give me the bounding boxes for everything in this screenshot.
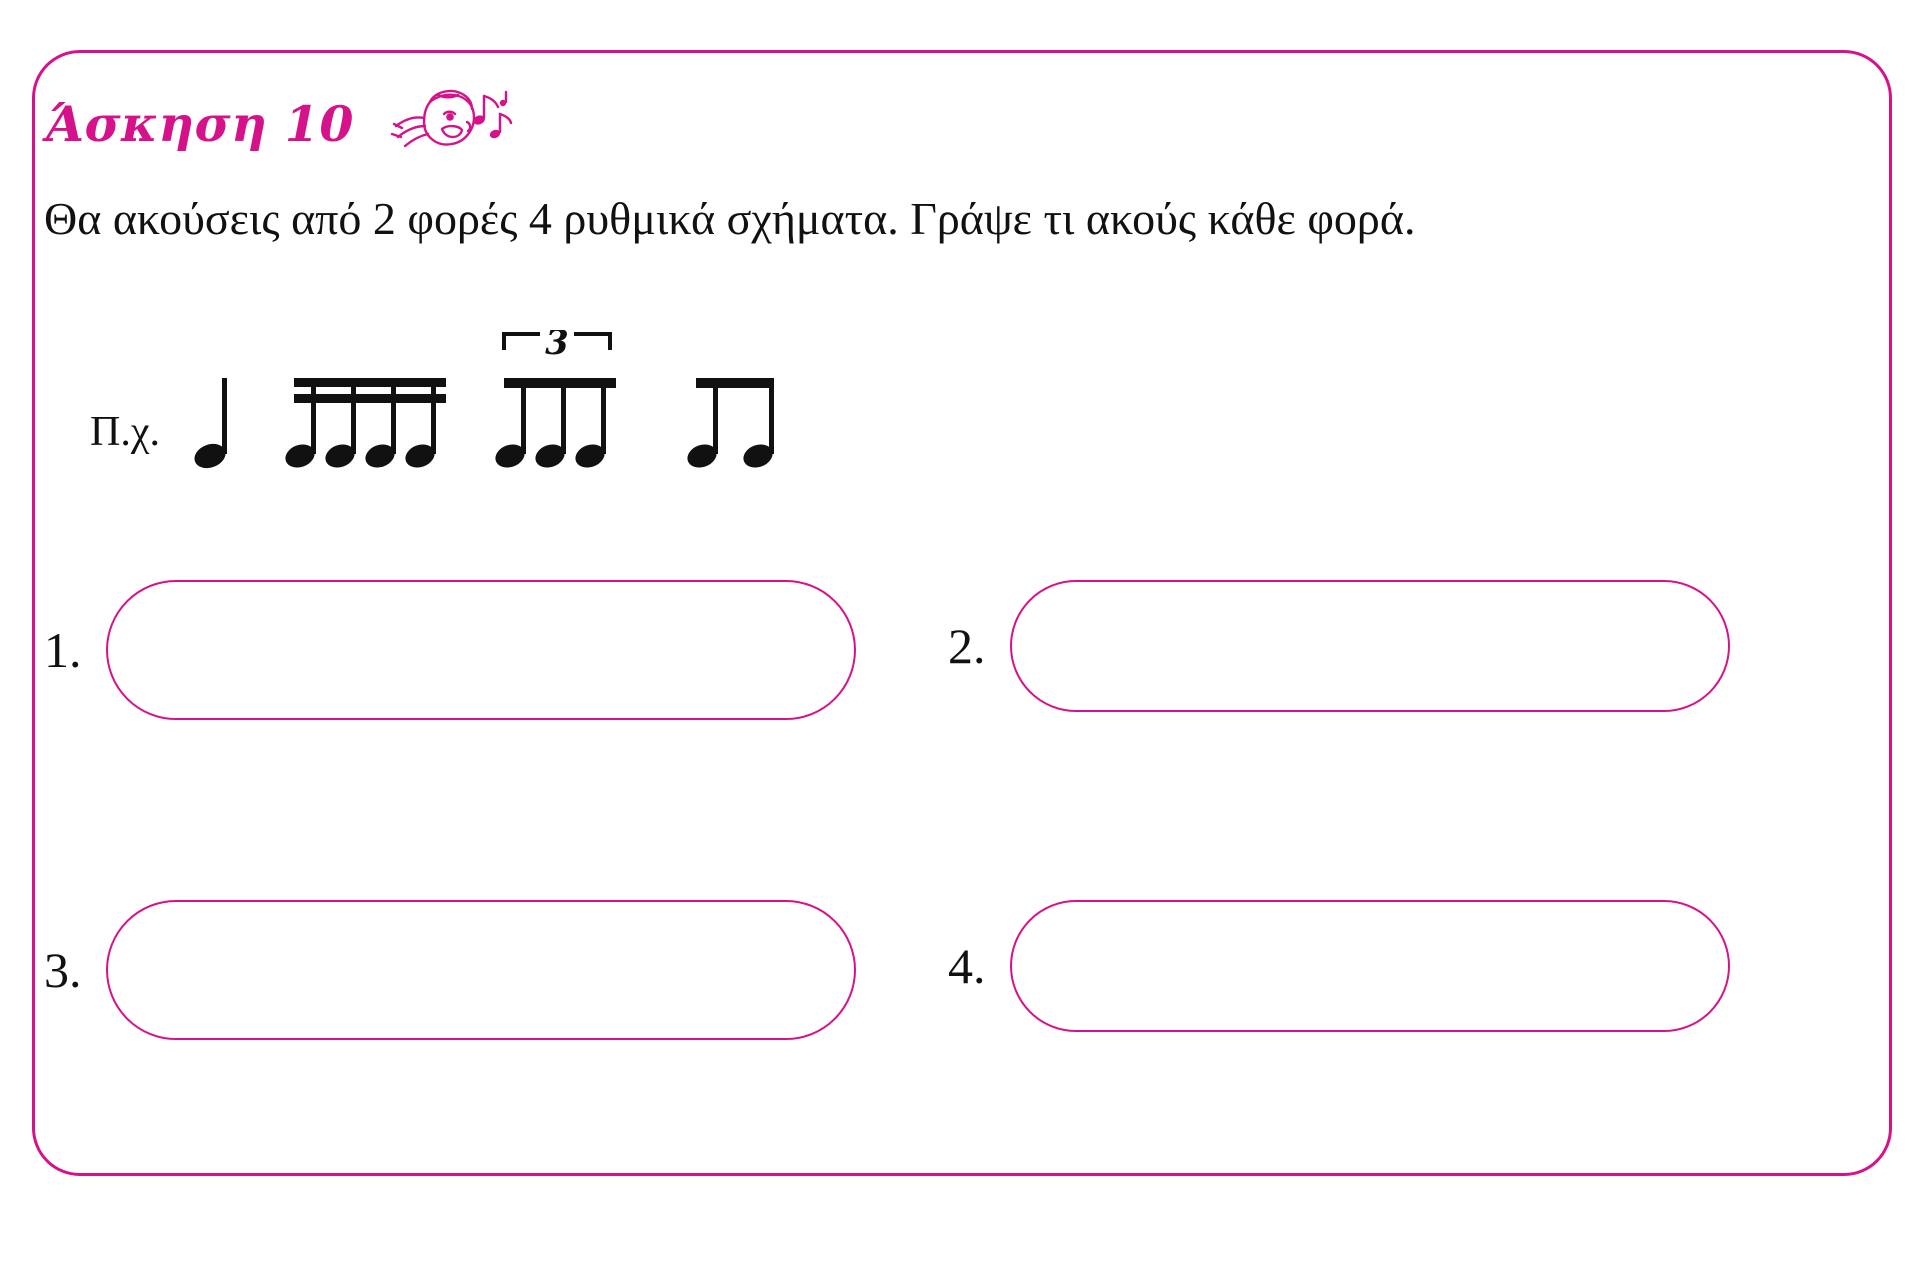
example-row (90, 330, 942, 480)
quarter-note (191, 378, 229, 472)
answer-row-1 (44, 580, 856, 720)
answer-number-2: 2. (948, 618, 986, 674)
singing-face-with-music-notes-icon (372, 84, 517, 169)
page-title: Άσκηση 10 (46, 94, 354, 153)
answer-row-3 (44, 900, 856, 1040)
two-eighth-notes (684, 378, 776, 471)
answer-row-4 (948, 900, 1730, 1032)
answer-input-2[interactable] (1010, 580, 1730, 712)
eighth-note-triplet (492, 330, 616, 471)
answer-number-1: 1. (44, 622, 82, 678)
answer-input-1[interactable] (106, 580, 856, 720)
answer-input-3[interactable] (106, 900, 856, 1040)
exercise-instructions: Θα ακούσεις από 2 φορές 4 ρυθμικά σχήματα. Γράψε τι ακούς κάθε φορά. (44, 193, 1416, 244)
answer-number-4: 4. (948, 938, 986, 994)
four-sixteenth-notes (282, 378, 446, 471)
answer-input-4[interactable] (1010, 900, 1730, 1032)
rhythm-notation (182, 330, 942, 480)
example-label: Π.χ. (90, 409, 160, 455)
tuplet-number: 3 (545, 330, 569, 363)
answer-row-2 (948, 580, 1730, 712)
answer-number-3: 3. (44, 942, 82, 998)
exercise-title-row (46, 78, 517, 169)
